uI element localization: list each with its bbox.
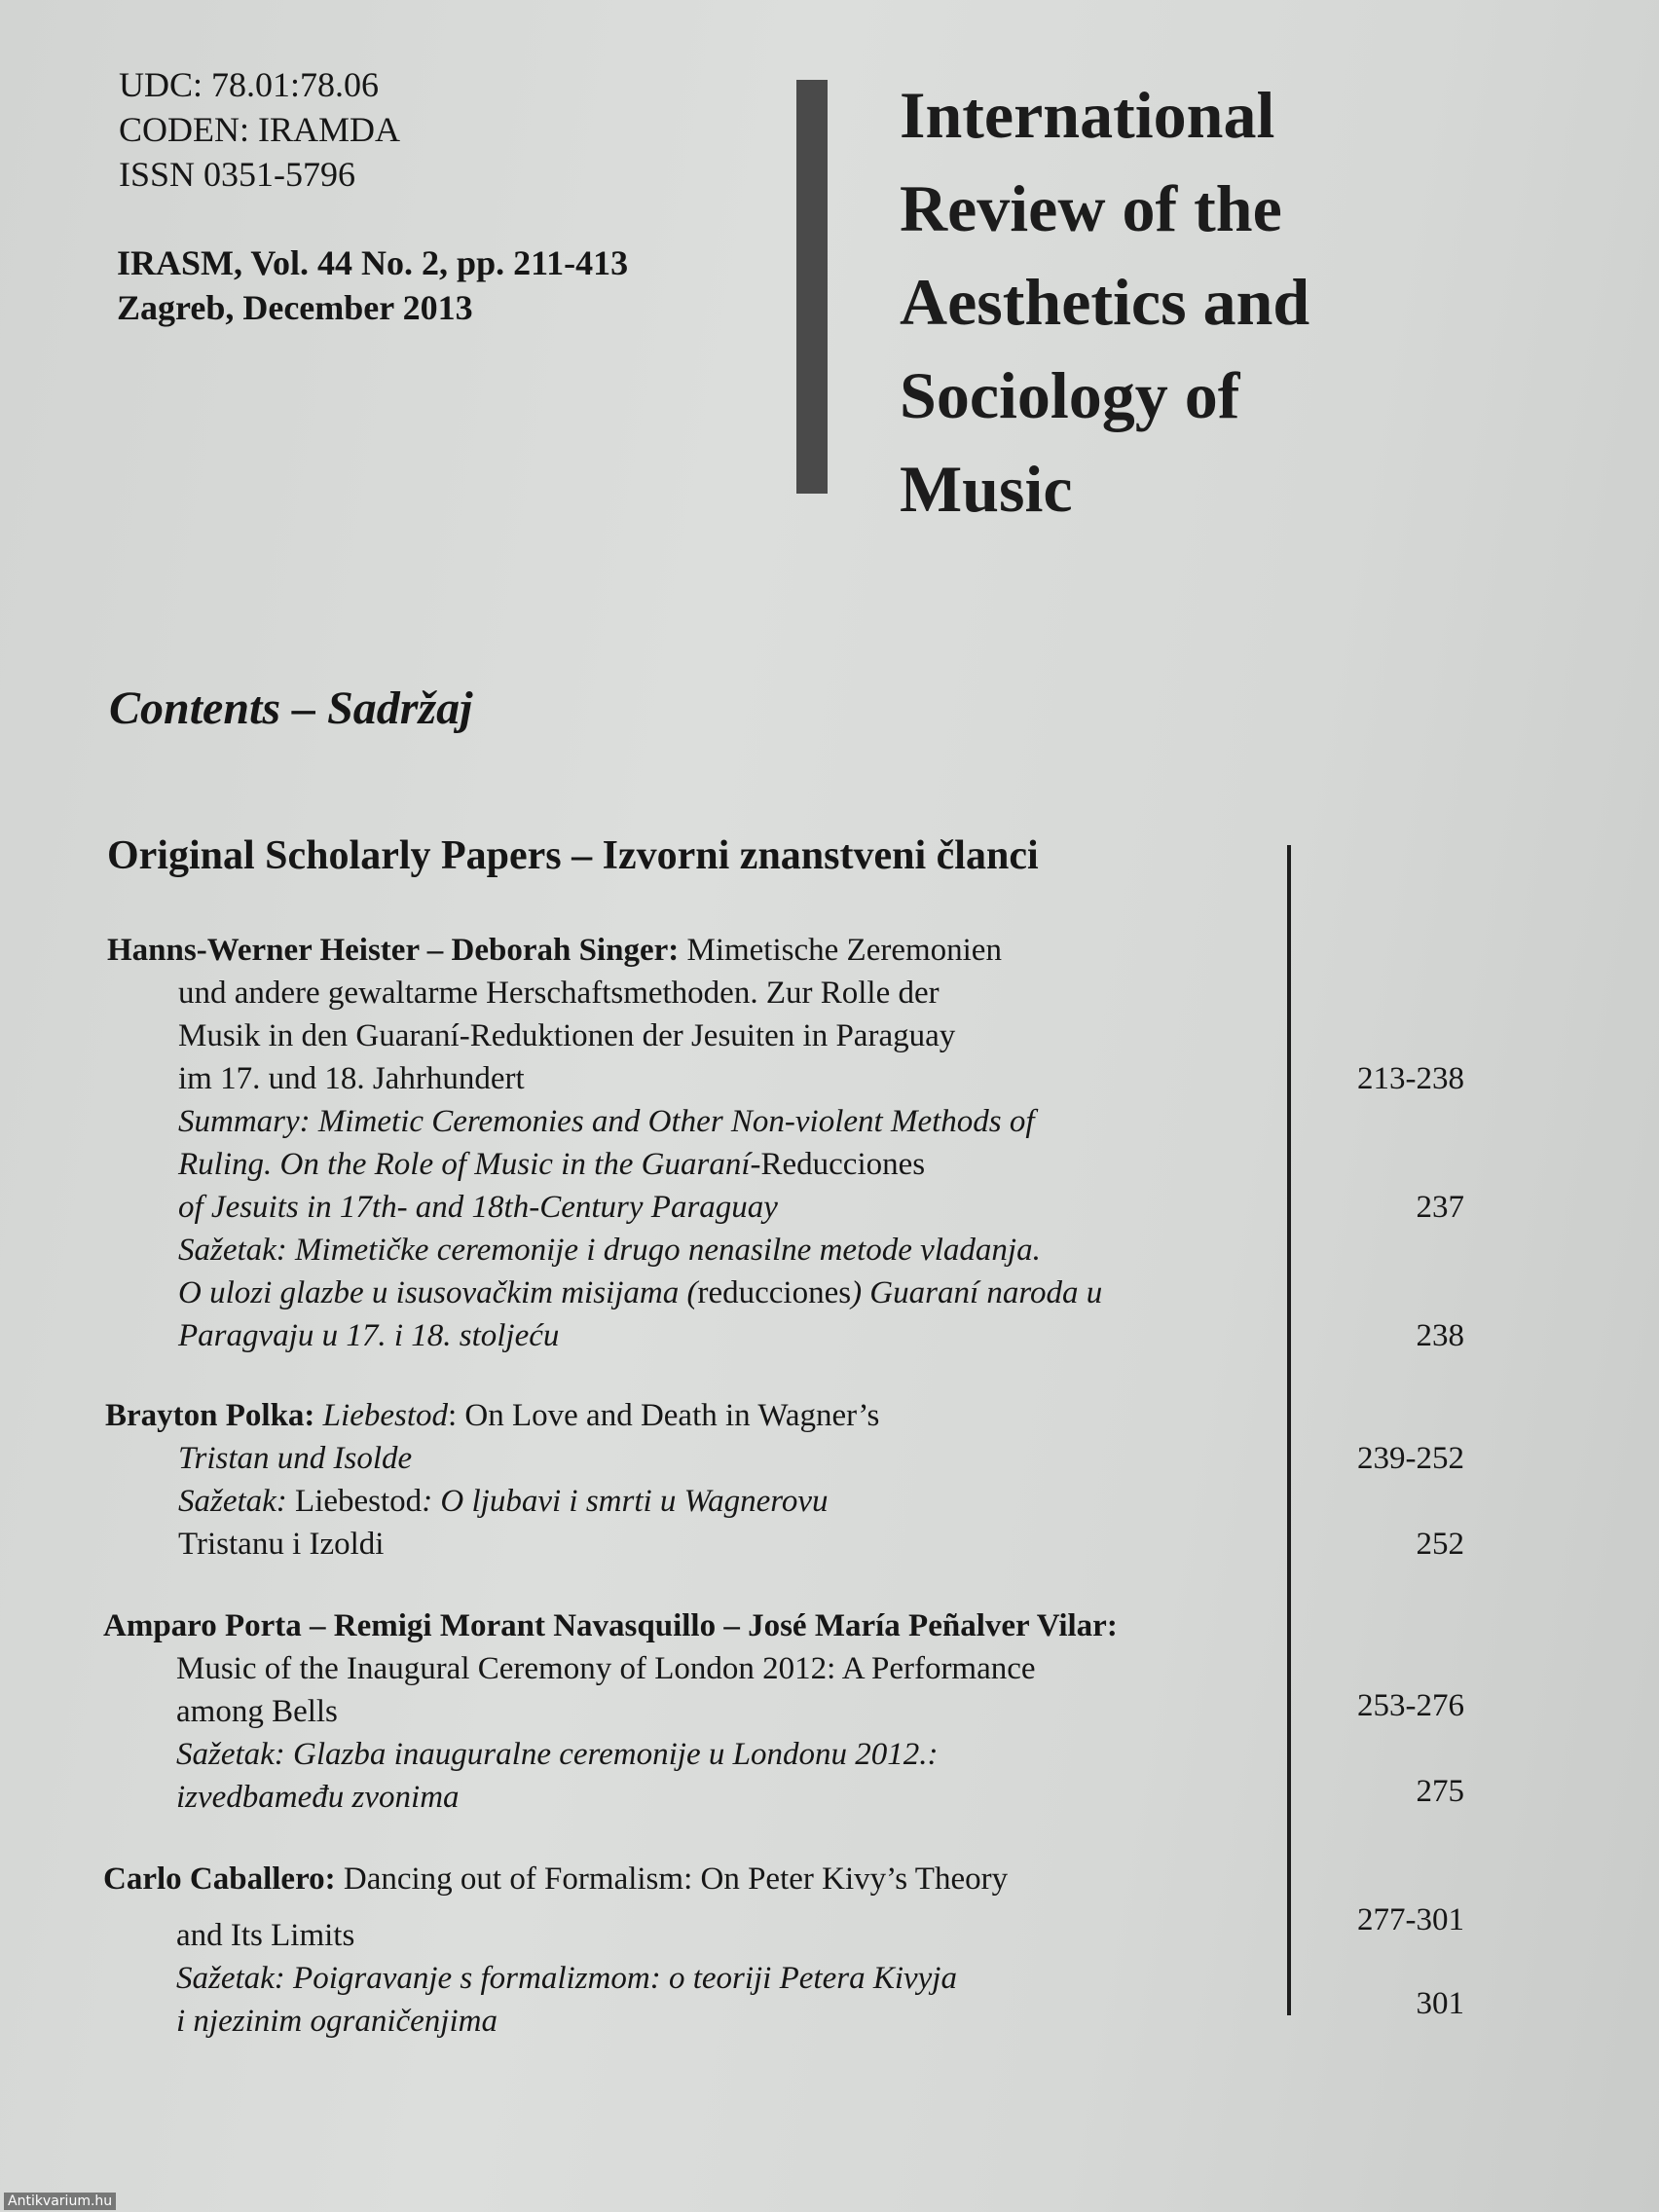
entry-title-line: Tristan und Isolde (178, 1441, 413, 1476)
summary-text: Ruling. On the Role of Music in the Guaraní- (178, 1147, 761, 1182)
entry-title-term: Liebestod (322, 1398, 448, 1433)
journal-title (900, 68, 1620, 535)
entry-authors: Hanns-Werner Heister – Deborah Singer: (107, 933, 680, 968)
section-heading: Original Scholarly Papers – Izvorni znanstveni članci (107, 833, 1039, 878)
journal-title-line: Review of the (900, 171, 1282, 245)
site-watermark: Antikvarium.hu (4, 2193, 116, 2210)
summary-line (178, 1143, 925, 1186)
issue-info (117, 240, 628, 330)
entry-title-line: among Bells (176, 1694, 338, 1729)
sazetak-text: : O ljubavi i smrti u Wagnerovu (422, 1484, 829, 1519)
entry-authors: Brayton Polka: (105, 1398, 315, 1433)
sazetak-term: Liebestod (295, 1484, 423, 1519)
journal-title-line: International (900, 78, 1275, 152)
journal-metadata (119, 62, 400, 197)
volume-info: IRASM, Vol. 44 No. 2, pp. 211-413 (117, 243, 629, 282)
entry-title-line: Musik in den Guaraní-Reduktionen der Jesuiten in Paraguay (178, 1018, 956, 1053)
sazetak-line (178, 1272, 1102, 1314)
sazetak-label: Sažetak: (178, 1484, 296, 1519)
udc-code: UDC: 78.01:78.06 (119, 65, 380, 104)
entry-title-line: Music of the Inaugural Ceremony of London 2012: A Performance (176, 1651, 1036, 1686)
entry-heading (105, 1394, 879, 1437)
issn-code: ISSN 0351-5796 (119, 155, 356, 194)
contents-heading: Contents – Sadržaj (109, 682, 473, 734)
entry-authors: Carlo Caballero: (103, 1862, 336, 1897)
sazetak-line: Sažetak: Poigravanje s formalizmom: o teoriji Petera Kivyja (176, 1961, 957, 1996)
entry-page-range: 277-301 (1357, 1902, 1464, 1937)
coden-code: CODEN: IRAMDA (119, 110, 401, 149)
sazetak-page: 275 (1416, 1774, 1464, 1809)
entry-title-line: und andere gewaltarme Herschaftsmethoden. Zur Rolle der (178, 976, 940, 1011)
sazetak-line: Paragvaju u 17. i 18. stoljeću (178, 1318, 560, 1353)
summary-page: 237 (1416, 1190, 1464, 1225)
journal-title-line: Sociology of (900, 358, 1240, 432)
entry-title: Dancing out of Formalism: On Peter Kivy’s Theory (343, 1862, 1009, 1897)
sazetak-text: ) Guaraní naroda u (851, 1275, 1103, 1310)
summary-line: Summary: Mimetic Ceremonies and Other Non-violent Methods of (178, 1104, 1035, 1139)
entry-heading (107, 929, 1002, 972)
entry-authors: Amparo Porta – Remigi Morant Navasquillo – José María Peñalver Vilar: (103, 1608, 1118, 1643)
sazetak-line (178, 1480, 829, 1523)
entry-page-range: 253-276 (1357, 1688, 1464, 1723)
sazetak-page: 301 (1416, 1986, 1464, 2021)
sazetak-page: 238 (1416, 1318, 1464, 1353)
entry-title-line: im 17. und 18. Jahrhundert (178, 1061, 525, 1096)
entry-title-line: and Its Limits (176, 1918, 355, 1953)
summary-line: of Jesuits in 17th- and 18th-Century Paraguay (178, 1190, 778, 1225)
sazetak-term: reducciones (697, 1275, 852, 1310)
page-number-divider (1287, 845, 1291, 2015)
entry-page-range: 239-252 (1357, 1441, 1464, 1476)
journal-title-line: Music (900, 452, 1073, 526)
entry-page-range: 213-238 (1357, 1061, 1464, 1096)
sazetak-text: O ulozi glazbe u isusovačkim misijama ( (178, 1275, 698, 1310)
entry-title: : On Love and Death in Wagner’s (448, 1398, 880, 1433)
sazetak-page: 252 (1416, 1527, 1464, 1562)
entry-heading (103, 1858, 1008, 1900)
sazetak-line: Tristanu i Izoldi (178, 1527, 385, 1562)
title-accent-bar (796, 80, 828, 494)
journal-title-line: Aesthetics and (900, 265, 1310, 339)
entry-title: Mimetische Zeremonien (686, 933, 1002, 968)
sazetak-line: Sažetak: Glazba inauguralne ceremonije u Londonu 2012.: (176, 1737, 939, 1772)
summary-term: Reducciones (760, 1147, 926, 1182)
sazetak-line: i njezinim ograničenjima (176, 2004, 498, 2039)
place-date: Zagreb, December 2013 (117, 288, 473, 327)
sazetak-line: izvedbameđu zvonima (176, 1780, 460, 1815)
sazetak-line: Sažetak: Mimetičke ceremonije i drugo nenasilne metode vladanja. (178, 1233, 1041, 1268)
